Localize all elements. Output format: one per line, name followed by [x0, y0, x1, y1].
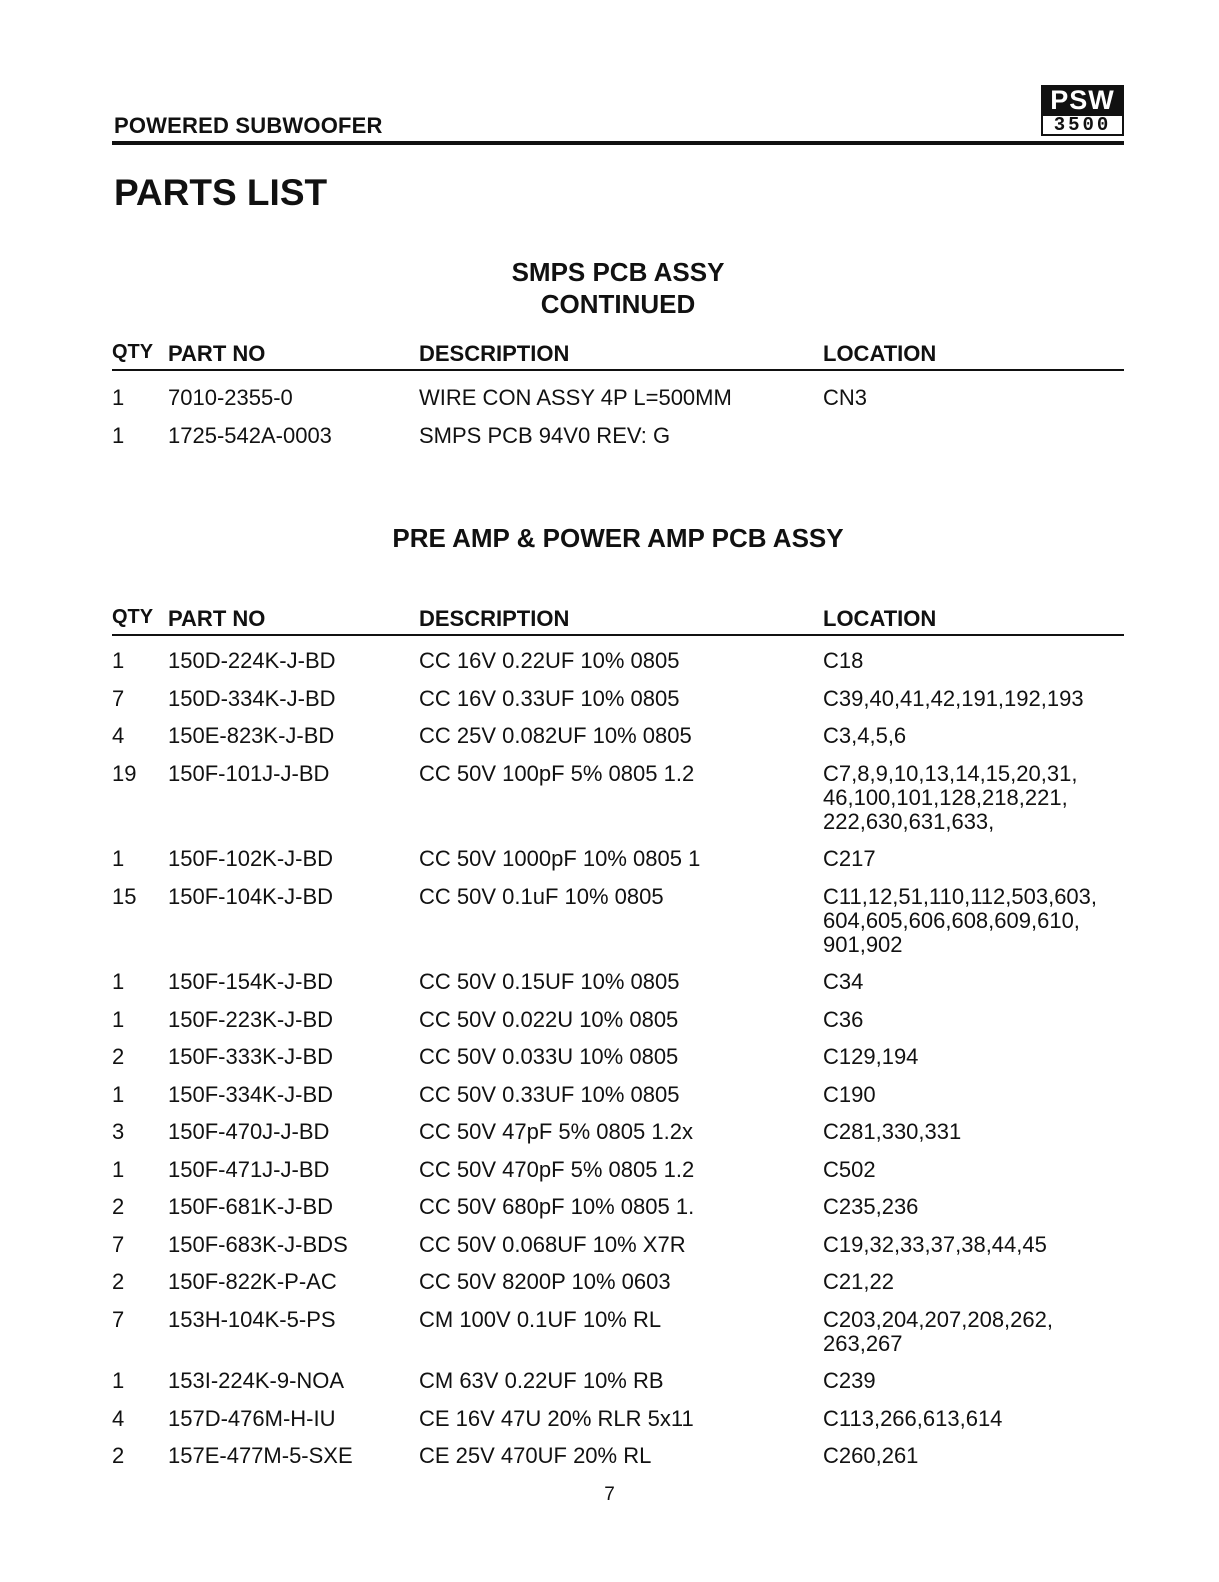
description-cell: CC 50V 680pF 10% 0805 1.: [419, 1194, 695, 1219]
location-cell: C235,236: [823, 1194, 919, 1219]
description-cell: CC 50V 470pF 5% 0805 1.2: [419, 1156, 695, 1182]
part-no-cell: 150F-470J-J-BD: [168, 1119, 330, 1144]
part-no-cell: 1725-542A-0003: [168, 422, 332, 448]
logo-top: PSW: [1041, 85, 1124, 114]
description-cell: CC 50V 100pF 5% 0805 1.2: [419, 760, 695, 786]
part-no-cell: 150F-154K-J-BD: [168, 969, 334, 994]
page-number: 7: [604, 1484, 615, 1505]
part-no-cell: 153I-224K-9-NOA: [168, 1368, 345, 1393]
table-row: [112, 1120, 1124, 1144]
table-row: [112, 1308, 1124, 1356]
part-no-cell: 150F-102K-J-BD: [168, 846, 334, 871]
part-no-cell: 150F-333K-J-BD: [168, 1044, 334, 1069]
description-cell: CC 50V 0.033U 10% 0805: [419, 1044, 679, 1069]
table-row: [112, 1270, 1124, 1294]
qty-cell: 2: [112, 1194, 125, 1219]
location-cell: C39,40,41,42,191,192,193: [823, 685, 1084, 711]
description-cell: CC 50V 1000pF 10% 0805 1: [419, 846, 701, 871]
description-cell: WIRE CON ASSY 4P L=500MM: [419, 385, 732, 410]
location-cell: C19,32,33,37,38,44,45: [823, 1231, 1047, 1257]
table-row: [112, 762, 1124, 834]
part-no-cell: 150F-101J-J-BD: [168, 760, 330, 786]
description-cell: SMPS PCB 94V0 REV: G: [419, 422, 671, 448]
part-no-column-header: PART NO: [168, 341, 266, 366]
description-cell: CC 25V 0.082UF 10% 0805: [419, 723, 692, 748]
location-cell: C18: [823, 648, 864, 673]
description-cell: CC 50V 0.33UF 10% 0805: [419, 1081, 680, 1107]
part-no-cell: 150F-334K-J-BD: [168, 1081, 334, 1107]
location-cell: CN3: [823, 385, 868, 410]
qty-cell: 7: [112, 1231, 125, 1257]
qty-cell: 7: [112, 1306, 125, 1332]
psw-3500-logo: [1041, 85, 1124, 137]
qty-cell: 1: [112, 1368, 125, 1393]
description-cell: CC 50V 0.022U 10% 0805: [419, 1006, 679, 1032]
preamp-section-title: PRE AMP & POWER AMP PCB ASSY: [392, 523, 844, 553]
qty-column-header: QTY: [112, 606, 154, 628]
table-row: [112, 1407, 1124, 1431]
location-cell: C113,266,613,614: [823, 1405, 1003, 1431]
description-cell: CC 50V 0.15UF 10% 0805: [419, 969, 680, 994]
description-column-header: DESCRIPTION: [419, 341, 570, 366]
table-row: [112, 386, 1124, 410]
qty-cell: 1: [112, 648, 125, 673]
column-header-rule: [112, 369, 1124, 371]
table-row: [112, 724, 1124, 748]
part-no-cell: 150F-822K-P-AC: [168, 1269, 337, 1294]
smps-title-line2: CONTINUED: [540, 289, 696, 319]
location-cell: C36: [823, 1006, 864, 1032]
part-no-cell: 157D-476M-H-IU: [168, 1405, 336, 1431]
table-row: [112, 1444, 1124, 1468]
description-cell: CC 16V 0.22UF 10% 0805: [419, 648, 680, 673]
table-row: [112, 1158, 1124, 1182]
qty-cell: 1: [112, 422, 125, 448]
location-cell: C502: [823, 1156, 876, 1182]
description-cell: CE 16V 47U 20% RLR 5x11: [419, 1405, 694, 1431]
qty-cell: 1: [112, 1006, 125, 1032]
table-row: [112, 424, 1124, 448]
part-no-cell: 150F-223K-J-BD: [168, 1006, 334, 1032]
location-cell: C21,22: [823, 1269, 894, 1294]
location-cell: C239: [823, 1368, 876, 1393]
qty-cell: 19: [112, 760, 137, 786]
qty-cell: 2: [112, 1443, 125, 1468]
qty-cell: 1: [112, 969, 125, 994]
table-row: [112, 1369, 1124, 1393]
part-no-cell: 150F-683K-J-BDS: [168, 1231, 348, 1257]
description-cell: CC 50V 47pF 5% 0805 1.2x: [419, 1119, 693, 1144]
part-no-cell: 150F-104K-J-BD: [168, 883, 334, 909]
table-row: [112, 1008, 1124, 1032]
table-row: [112, 1195, 1124, 1219]
table-row: [112, 885, 1124, 957]
part-no-cell: 150D-334K-J-BD: [168, 685, 336, 711]
qty-cell: 7: [112, 685, 125, 711]
description-cell: CM 63V 0.22UF 10% RB: [419, 1368, 664, 1393]
table-row: [112, 1083, 1124, 1107]
part-no-cell: 157E-477M-5-SXE: [168, 1443, 353, 1468]
document-header-title: POWERED SUBWOOFER: [114, 113, 383, 138]
part-no-cell: 153H-104K-5-PS: [168, 1306, 336, 1332]
description-cell: CC 16V 0.33UF 10% 0805: [419, 685, 680, 711]
smps-parts-table: [112, 386, 1124, 461]
location-cell: C281,330,331: [823, 1119, 962, 1144]
location-cell: C260,261: [823, 1443, 919, 1468]
part-no-column-header: PART NO: [168, 606, 266, 631]
description-column-header: DESCRIPTION: [419, 606, 570, 631]
qty-cell: 2: [112, 1044, 125, 1069]
qty-cell: 1: [112, 846, 125, 871]
description-cell: CE 25V 470UF 20% RL: [419, 1443, 652, 1468]
location-cell: C217: [823, 846, 876, 871]
table-row: [112, 1045, 1124, 1069]
qty-cell: 1: [112, 1081, 125, 1107]
location-cell: C7,8,9,10,13,14,15,20,31, 46,100,101,128,218,221, 222,630,631,633,: [823, 760, 1078, 834]
location-cell: C129,194: [823, 1044, 919, 1069]
header-rule: [112, 141, 1124, 145]
qty-cell: 2: [112, 1269, 125, 1294]
location-cell: C34: [823, 969, 864, 994]
table-row: [112, 649, 1124, 673]
preamp-parts-table: [112, 649, 1124, 1482]
qty-cell: 4: [112, 723, 125, 748]
description-cell: CC 50V 8200P 10% 0603: [419, 1269, 671, 1294]
description-cell: CC 50V 0.1uF 10% 0805: [419, 883, 664, 909]
qty-cell: 3: [112, 1119, 125, 1144]
location-cell: C3,4,5,6: [823, 723, 907, 748]
location-cell: C203,204,207,208,262, 263,267: [823, 1306, 1053, 1356]
column-header-rule: [112, 634, 1124, 636]
smps-column-header: [112, 341, 1124, 371]
part-no-cell: 150D-224K-J-BD: [168, 648, 336, 673]
qty-cell: 15: [112, 883, 137, 909]
table-row: [112, 687, 1124, 711]
page-title: PARTS LIST: [114, 172, 328, 213]
description-cell: CM 100V 0.1UF 10% RL: [419, 1306, 662, 1332]
qty-column-header: QTY: [112, 341, 154, 363]
smps-title-line1: SMPS PCB ASSY: [511, 257, 725, 287]
table-row: [112, 1233, 1124, 1257]
part-no-cell: 150F-471J-J-BD: [168, 1156, 330, 1182]
table-row: [112, 847, 1124, 871]
table-row: [112, 970, 1124, 994]
qty-cell: 1: [112, 1156, 125, 1182]
qty-cell: 1: [112, 385, 125, 410]
location-cell: C11,12,51,110,112,503,603, 604,605,606,608,609,610, 901,902: [823, 883, 1098, 957]
location-column-header: LOCATION: [823, 341, 937, 366]
smps-section-title: [112, 256, 1124, 320]
location-column-header: LOCATION: [823, 606, 937, 631]
location-cell: C190: [823, 1081, 876, 1107]
part-no-cell: 150F-681K-J-BD: [168, 1194, 334, 1219]
part-no-cell: 7010-2355-0: [168, 385, 293, 410]
qty-cell: 4: [112, 1405, 125, 1431]
part-no-cell: 150E-823K-J-BD: [168, 723, 335, 748]
description-cell: CC 50V 0.068UF 10% X7R: [419, 1231, 686, 1257]
preamp-column-header: [112, 606, 1124, 636]
logo-bottom: 3500: [1041, 114, 1124, 136]
